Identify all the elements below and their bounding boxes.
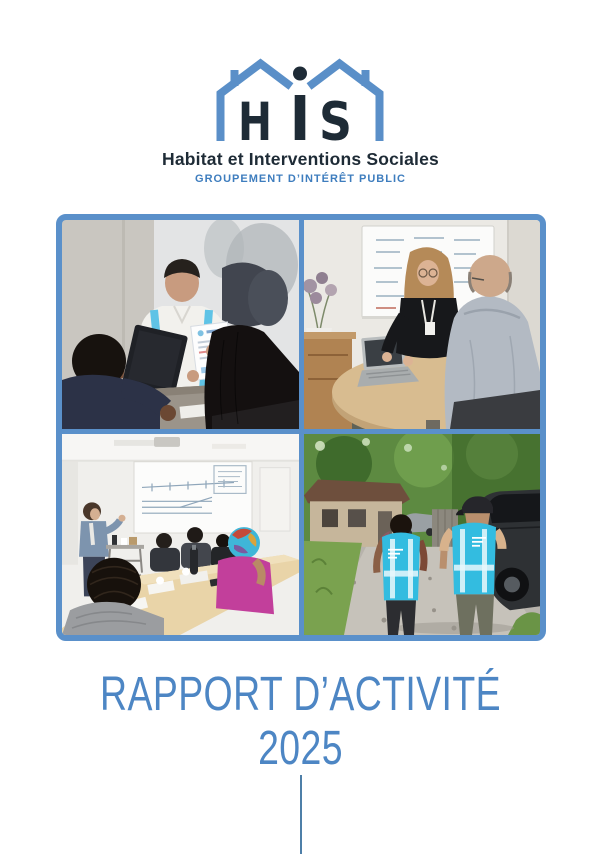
cover-title	[0, 668, 601, 776]
photo-outreach	[304, 434, 540, 635]
person-i-icon	[293, 67, 307, 141]
his-logo	[0, 55, 601, 185]
photo-interview	[304, 220, 540, 429]
his-logo-mark	[201, 55, 400, 147]
title-line-1: RAPPORT D’ACTIVITÉ	[100, 668, 501, 721]
footer-vertical-rule	[300, 775, 302, 854]
org-subtitle: GROUPEMENT D’INTÉRÊT PUBLIC	[195, 173, 406, 185]
photo-training	[62, 434, 299, 635]
logo-letter-h: H	[238, 92, 272, 147]
photo-consultation	[62, 220, 299, 429]
org-name: Habitat et Interventions Sociales	[162, 149, 439, 169]
cover-photo-grid	[56, 214, 546, 641]
title-line-2: 2025	[258, 722, 343, 775]
logo-letter-s: S	[319, 92, 352, 147]
